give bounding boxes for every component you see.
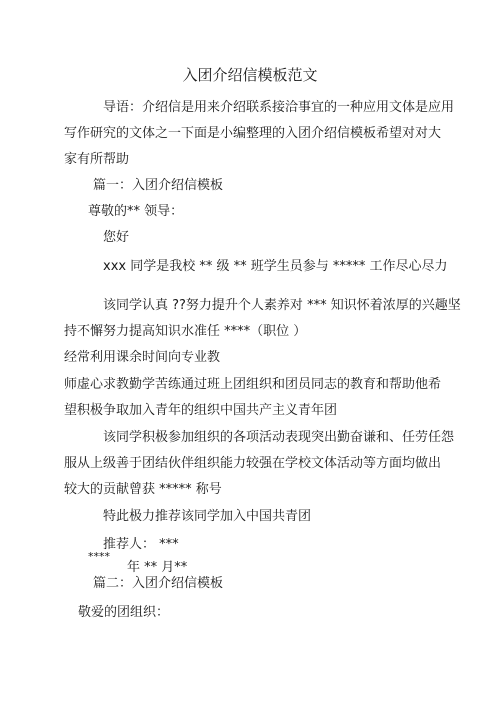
- body-paragraph-5-line-2: 服从上级善于团结伙伴组织能力较强在学校文体活动等方面均做出: [64, 456, 442, 471]
- body-paragraph-5-line-3: 较大的贡献曾获 ***** 称号: [64, 482, 222, 497]
- body-paragraph-2-line-1: 该同学认真 ??努力提升个人素养对 *** 知识怀着浓厚的兴趣坚: [103, 298, 461, 313]
- recommendation: 特此极力推荐该同学加入中国共青团: [103, 509, 312, 524]
- signature-stars: ****: [88, 550, 110, 563]
- intro-line-1: 导语：介绍信是用来介绍联系接洽事宜的一种应用文体是应用: [103, 100, 455, 115]
- body-paragraph-2-line-2: 持不懈努力提高知识水准任 ****（职位 ）: [64, 324, 307, 339]
- salutation-1: 尊敬的** 领导：: [88, 204, 184, 219]
- page-title: 入团介绍信模板范文: [182, 66, 318, 84]
- body-paragraph-1: xxx 同学是我校 ** 级 ** 班学生员参与 ***** 工作尽心尽力: [103, 259, 448, 274]
- section-heading-1: 篇一：入团介绍信模板: [93, 178, 224, 193]
- intro-line-3: 家有所帮助: [64, 152, 130, 167]
- salutation-2: 敬爱的团组织：: [78, 605, 170, 620]
- body-paragraph-5-line-1: 该同学积极参加组织的各项活动表现突出勤奋谦和、任劳任怨: [103, 430, 455, 445]
- body-paragraph-3: 经常利用课余时间向专业教: [64, 350, 221, 365]
- intro-line-2: 写作研究的文体之一下面是小编整理的入团介绍信模板希望对对大: [64, 126, 442, 141]
- greeting: 您好: [103, 230, 130, 245]
- referrer-line: 推荐人： ***: [103, 537, 179, 552]
- date-line: 年 ** 月**: [127, 560, 188, 575]
- body-paragraph-4-line-1: 师虚心求教勤学苦练通过班上团组织和团员同志的教育和帮助他希: [64, 377, 442, 392]
- body-paragraph-4-line-2: 望积极争取加入青年的组织中国共产主义青年团: [64, 403, 338, 418]
- section-heading-2: 篇二：入团介绍信模板: [93, 576, 224, 591]
